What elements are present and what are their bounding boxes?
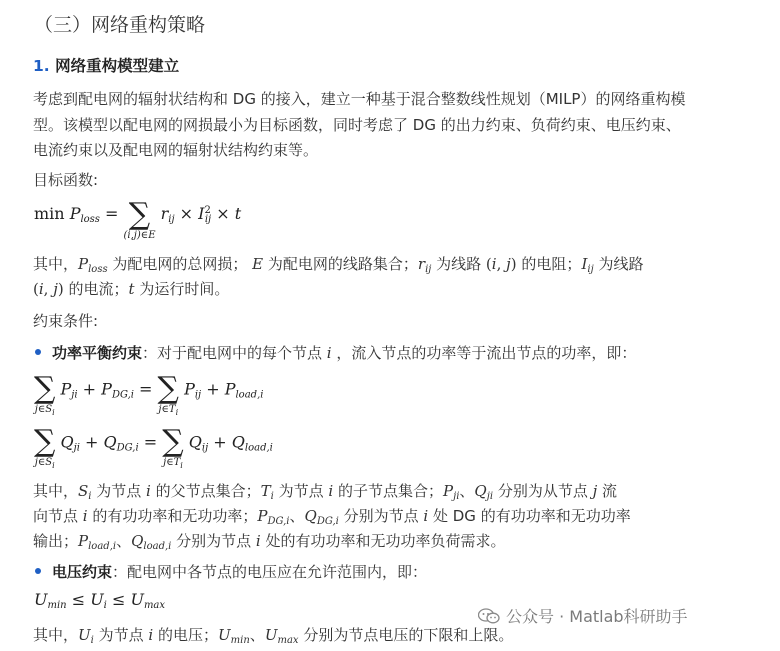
voltage-equation: $U_{min} \le U_i \le U_{max}$ [34, 590, 166, 611]
constraints-label: 约束条件: [33, 312, 99, 330]
power-balance-explanation-line-2: 向节点 i 的有功功率和无功功率；$P_{DG,i}$、$Q_{DG,i}$ 分别为节点 i 处 DG 的有功功率和无功功率 [33, 507, 631, 527]
power-balance-item: 功率平衡约束：对于配电网中的每个节点 i ，流入节点的功率等于流出节点的功率，即： [52, 344, 637, 362]
objective-equation: $\min P_{loss}$ = ∑ (i,j)∈E $r_{ij} \times I^2_{ij} \times t$ [34, 197, 242, 241]
power-balance-title: 功率平衡约束 [52, 344, 143, 362]
objective-explanation-line-1: 其中，$P_{loss}$ 为配电网的总网损； E 为配电网的线路集合；$r_{ij}$ 为线路 (i, j) 的电阻；$I_{ij}$ 为线路 [33, 255, 644, 275]
intro-line-3: 电流约束以及配电网的辐射状结构约束等。 [33, 141, 319, 159]
bullet-icon [35, 568, 41, 574]
watermark [478, 604, 688, 627]
power-balance-explanation-line-1: 其中，$S_i$ 为节点 i 的父节点集合；$T_i$ 为节点 i 的子节点集合；$P_{ji}$、$Q_{ji}$ 分别为从节点 j 流 [33, 482, 618, 502]
subsection-number: 1. [33, 57, 50, 75]
watermark-text: 公众号 · Matlab科研助手 [506, 607, 688, 626]
voltage-item: 电压约束：配电网中各节点的电压应在允许范围内，即： [52, 563, 428, 581]
bullet-icon [35, 349, 41, 355]
intro-line-1: 考虑到配电网的辐射状结构和 DG 的接入，建立一种基于混合整数线性规划（MILP）的网络重构模 [33, 90, 686, 108]
intro-line-2: 型。该模型以配电网的网损最小为目标函数，同时考虑了 DG 的出力约束、负荷约束、电压约束、 [33, 116, 681, 134]
power-balance-explanation-line-3: 输出；$P_{load,i}$、$Q_{load,i}$ 分别为节点 i 处的有功功率和无功功率负荷需求。 [33, 532, 506, 552]
subsection-heading [33, 54, 179, 76]
subsection-title: 网络重构模型建立 [55, 57, 180, 75]
wechat-icon [478, 608, 500, 624]
active-power-balance-equation: ∑ $j\in S_i$ $P_{ji} + P_{DG,i}$ = ∑ $j\in T_i$ $P_{ij} + P_{load,i}$ [34, 371, 264, 417]
reactive-power-balance-equation: ∑ $j\in S_i$ $Q_{ji} + Q_{DG,i}$ = ∑ $j\in T_i$ $Q_{ij} + Q_{load,i}$ [34, 424, 273, 470]
section-heading: （三）网络重构策略 [34, 14, 206, 36]
voltage-title: 电压约束 [52, 563, 113, 581]
objective-label: 目标函数: [33, 171, 99, 189]
voltage-explanation: 其中，$U_i$ 为节点 i 的电压；$U_{min}$、$U_{max}$ 分别为节点电压的下限和上限。 [33, 626, 514, 646]
objective-explanation-line-2: (i, j) 的电流；t 为运行时间。 [33, 280, 230, 298]
